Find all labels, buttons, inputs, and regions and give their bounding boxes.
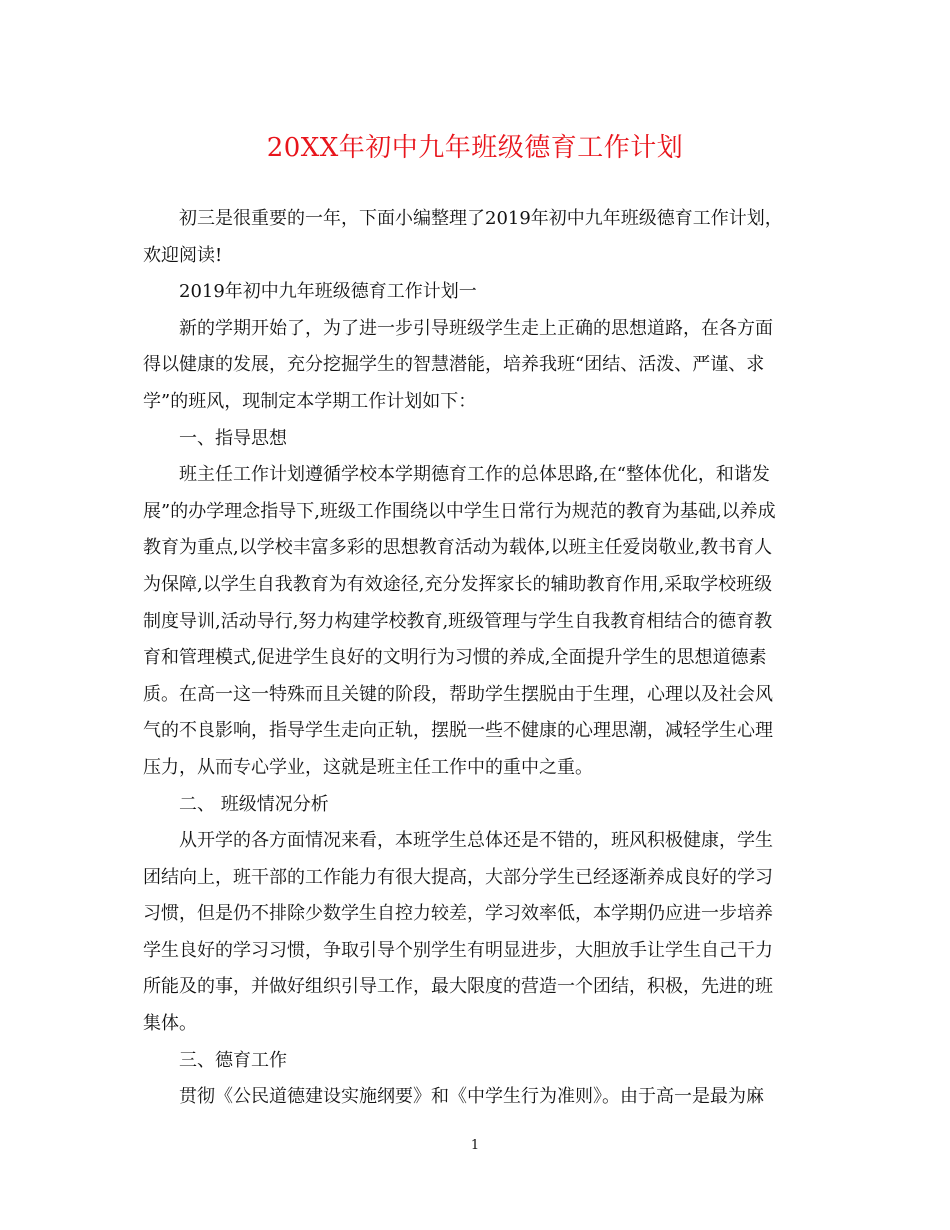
paragraph-line: 集体。 [143,1013,197,1035]
paragraph-line: 班主任工作计划遵循学校本学期德育工作的总体思路,在“整体优化，和谐发 [179,464,770,486]
paragraph-line: 欢迎阅读! [143,244,223,266]
document-title: 20XX年初中九年班级德育工作计划 [266,133,684,163]
paragraph-line: 气的不良影响，指导学生走向正轨，摆脱一些不健康的心理思潮，减轻学生心理 [143,720,773,742]
paragraph-line: 贯彻《公民道德建设实施纲要》和《中学生行为准则》。由于高一是最为麻 [179,1086,764,1108]
paragraph-line: 压力，从而专心学业，这就是班主任工作中的重中之重。 [143,756,593,778]
paragraph-line: 教育为重点,以学校丰富多彩的思想教育活动为载体,以班主任爱岗敬业,教书育人 [143,537,773,559]
paragraph-line: 制度导训,活动导行,努力构建学校教育,班级管理与学生自我教育相结合的德育教 [143,610,773,632]
document-body [143,201,811,1116]
paragraph-line: 习惯，但是仍不排除少数学生自控力较差，学习效率低，本学期仍应进一步培养 [143,903,773,925]
paragraph-line: 所能及的事，并做好组织引导工作，最大限度的营造一个团结，积极，先进的班 [143,976,773,998]
section-heading: 一、指导思想 [179,427,287,449]
paragraph-line: 育和管理模式,促进学生良好的文明行为习惯的养成,全面提升学生的思想道德素 [143,647,767,669]
section-heading: 二、 班级情况分析 [179,793,329,815]
paragraph-line: 学”的班风，现制定本学期工作计划如下： [143,390,477,412]
paragraph-line: 从开学的各方面情况来看，本班学生总体还是不错的，班风积极健康，学生 [179,830,773,852]
paragraph-line: 新的学期开始了，为了进一步引导班级学生走上正确的思想道路，在各方面 [179,317,773,339]
paragraph-line: 初三是很重要的一年，下面小编整理了2019年初中九年班级德育工作计划， [179,208,783,229]
paragraph-line: 团结向上，班干部的工作能力有很大提高，大部分学生已经逐渐养成良好的学习 [143,866,773,888]
paragraph-line: 质。在高一这一特殊而且关键的阶段，帮助学生摆脱由于生理，心理以及社会风 [143,683,773,705]
paragraph-line: 学生良好的学习习惯，争取引导个别学生有明显进步，大胆放手让学生自己干力 [143,939,773,961]
section-subtitle: 2019年初中九年班级德育工作计划一 [179,281,477,303]
paragraph-line: 得以健康的发展，充分挖掘学生的智慧潜能，培养我班“团结、活泼、严谨、求 [143,354,765,376]
section-heading: 三、德育工作 [179,1049,287,1071]
paragraph-line: 为保障,以学生自我教育为有效途径,充分发挥家长的辅助教育作用,采取学校班级 [143,573,773,595]
paragraph-line: 展”的办学理念指导下,班级工作围绕以中学生日常行为规范的教育为基础,以养成 [143,500,776,522]
page-number: 1 [470,1138,480,1153]
